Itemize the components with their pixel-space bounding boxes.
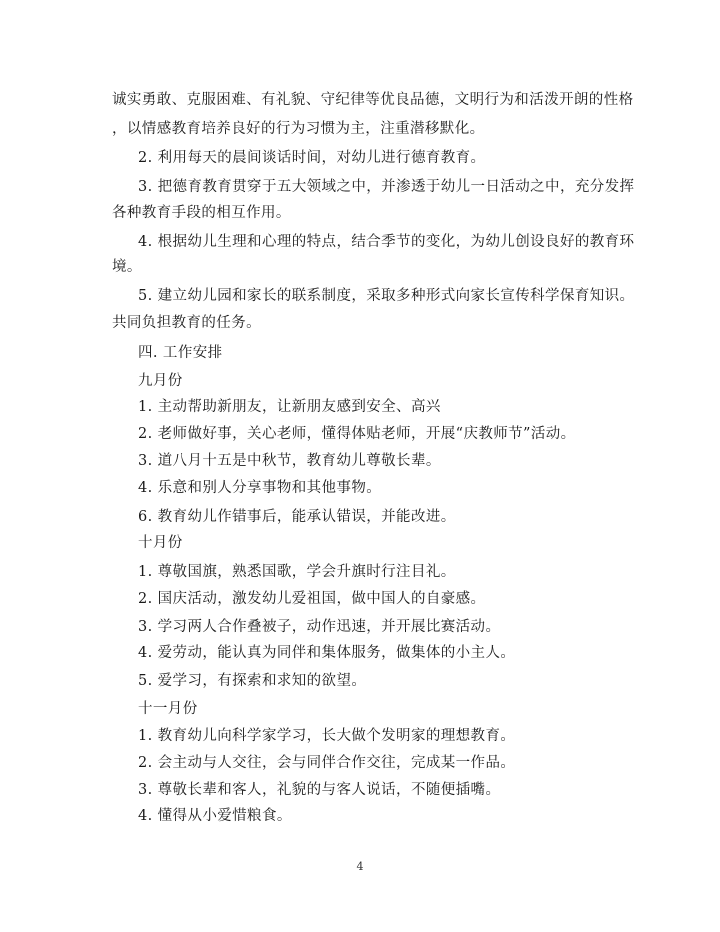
- list-item: 2. 老师做好事，关心老师，懂得体贴老师，开展“庆教师节”活动。: [138, 426, 576, 442]
- month-heading: 十一月份: [138, 701, 198, 717]
- text-line: 4. 根据幼儿生理和心理的特点，结合季节的变化，为幼儿创设良好的教育环: [138, 234, 635, 250]
- section-heading: 四. 工作安排: [138, 345, 223, 361]
- text-line: 诚实勇敢、克服困难、有礼貌、守纪律等优良品德，文明行为和活泼开朗的性格: [112, 92, 634, 108]
- text-line: 5. 建立幼儿园和家长的联系制度，采取多种形式向家长宣传科学保育知识。: [138, 288, 635, 304]
- text-line: 2. 利用每天的晨间谈话时间，对幼儿进行德育教育。: [138, 150, 486, 166]
- list-item: 1. 主动帮助新朋友，让新朋友感到安全、高兴: [138, 399, 441, 415]
- text-line: 各种教育手段的相互作用。: [112, 205, 291, 221]
- text-line: 3. 把德育教育贯穿于五大领域之中，并渗透于幼儿一日活动之中，充分发挥: [138, 179, 635, 195]
- list-item: 5. 爱学习，有探索和求知的欲望。: [138, 673, 367, 689]
- page-number: 4: [356, 860, 364, 873]
- list-item: 2. 国庆活动，激发幼儿爱祖国，做中国人的自豪感。: [138, 591, 486, 607]
- text-line: ，以情感教育培养良好的行为习惯为主，注重潜移默化。: [112, 121, 485, 137]
- list-item: 4. 懂得从小爱惜粮食。: [138, 808, 292, 824]
- list-item: 3. 尊敬长辈和客人，礼貌的与客人说话，不随便插嘴。: [138, 782, 501, 798]
- text-line: 共同负担教育的任务。: [112, 315, 261, 331]
- list-item: 1. 教育幼儿向科学家学习，长大做个发明家的理想教育。: [138, 728, 516, 744]
- text-line: 境。: [112, 259, 142, 275]
- list-item: 6. 教育幼儿作错事后，能承认错误，并能改进。: [138, 509, 456, 525]
- list-item: 4. 爱劳动，能认真为同伴和集体服务，做集体的小主人。: [138, 645, 516, 661]
- month-heading: 九月份: [138, 373, 183, 389]
- month-heading: 十月份: [138, 535, 183, 551]
- list-item: 1. 尊敬国旗，熟悉国歌，学会升旗时行注目礼。: [138, 564, 456, 580]
- list-item: 4. 乐意和别人分享事物和其他事物。: [138, 480, 382, 496]
- list-item: 3. 道八月十五是中秋节，教育幼儿尊敬长辈。: [138, 453, 441, 469]
- list-item: 3. 学习两人合作叠被子，动作迅速，并开展比赛活动。: [138, 619, 501, 635]
- list-item: 2. 会主动与人交往，会与同伴合作交往，完成某一作品。: [138, 755, 516, 771]
